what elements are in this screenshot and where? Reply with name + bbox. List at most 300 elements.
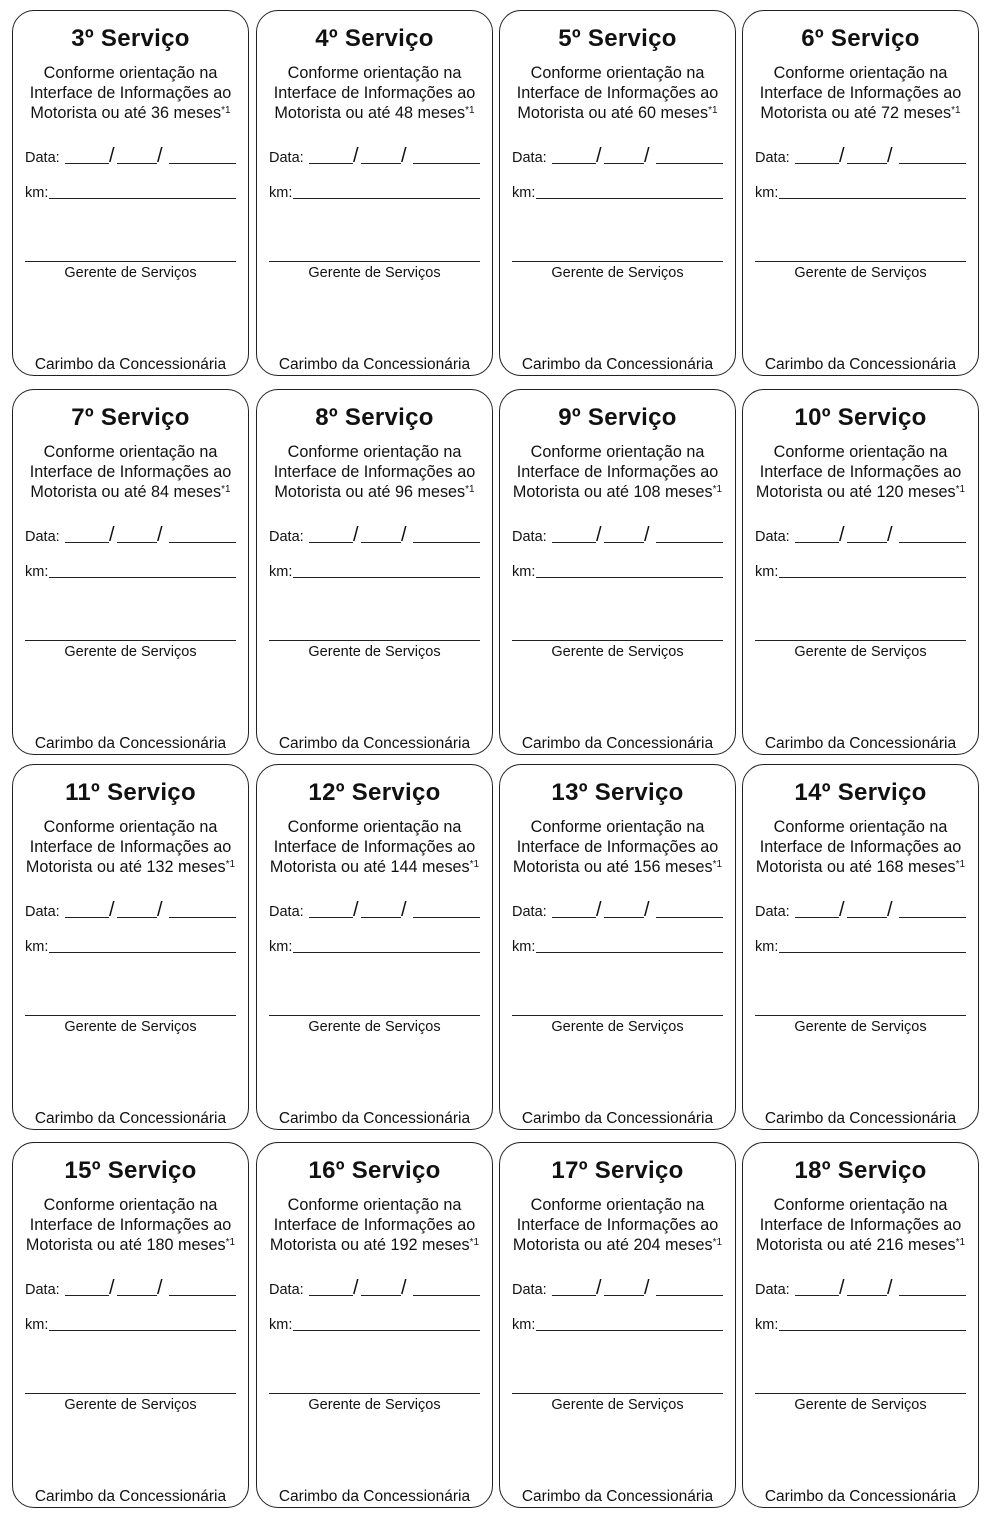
- date-slash: /: [887, 899, 893, 921]
- dealer-stamp-label: Carimbo da Concessionária: [34, 356, 227, 373]
- km-label: km:: [512, 185, 536, 201]
- date-day-field[interactable]: [795, 917, 839, 918]
- date-day-field[interactable]: [309, 917, 353, 918]
- date-row: [269, 523, 480, 545]
- km-field[interactable]: [293, 577, 480, 578]
- date-year-field[interactable]: [413, 917, 480, 918]
- signature-line[interactable]: [25, 1015, 236, 1016]
- km-field[interactable]: [779, 198, 966, 199]
- date-row: [25, 144, 236, 166]
- date-label: Data:: [269, 529, 304, 545]
- date-slash: /: [157, 524, 163, 546]
- months-value: 108: [633, 483, 661, 501]
- signature-label: Gerente de Serviços: [794, 265, 927, 281]
- km-row: [269, 560, 480, 580]
- date-slash: /: [109, 899, 115, 921]
- description-line-1: Conforme orientação na: [773, 443, 948, 461]
- km-row: [25, 935, 236, 955]
- dealer-stamp-label: Carimbo da Concessionária: [764, 1110, 957, 1127]
- date-row: [269, 1276, 480, 1298]
- service-title: 7º Serviço: [71, 404, 190, 431]
- date-label: Data:: [512, 904, 547, 920]
- date-day-field[interactable]: [309, 1295, 353, 1296]
- description-line-1: Conforme orientação na: [43, 818, 218, 836]
- date-year-field[interactable]: [169, 163, 236, 164]
- description-line-1: Conforme orientação na: [530, 64, 705, 82]
- service-description: [504, 1195, 731, 1255]
- date-slash: /: [109, 145, 115, 167]
- signature-line[interactable]: [755, 640, 966, 641]
- km-field[interactable]: [293, 198, 480, 199]
- date-month-field[interactable]: [604, 163, 644, 164]
- months-value: 84: [150, 483, 169, 501]
- date-day-field[interactable]: [65, 917, 109, 918]
- signature-line[interactable]: [269, 261, 480, 262]
- dealer-stamp-label: Carimbo da Concessionária: [521, 356, 714, 373]
- service-description: [261, 63, 488, 123]
- signature-line[interactable]: [755, 1393, 966, 1394]
- service-title: 3º Serviço: [71, 25, 190, 52]
- months-unit: meses: [173, 483, 222, 501]
- date-slash: /: [644, 899, 650, 921]
- date-row: [269, 144, 480, 166]
- months-unit: meses: [417, 483, 466, 501]
- km-row: [25, 1313, 236, 1333]
- service-card: [256, 764, 493, 1130]
- months-value: 48: [394, 104, 413, 122]
- date-slash: /: [839, 899, 845, 921]
- date-month-field[interactable]: [117, 1295, 157, 1296]
- description-prefix: Motorista ou até: [512, 483, 629, 501]
- km-label: km:: [269, 1317, 293, 1333]
- signature-line[interactable]: [512, 1015, 723, 1016]
- date-month-field[interactable]: [361, 917, 401, 918]
- footnote-marker: *1: [469, 1237, 480, 1248]
- footnote-marker: *1: [955, 859, 966, 870]
- signature-label: Gerente de Serviços: [551, 1019, 684, 1035]
- date-slash: /: [596, 1277, 602, 1299]
- date-month-field[interactable]: [361, 163, 401, 164]
- date-day-field[interactable]: [552, 917, 596, 918]
- date-row: [512, 523, 723, 545]
- date-month-field[interactable]: [117, 917, 157, 918]
- date-row: [512, 1276, 723, 1298]
- date-year-field[interactable]: [899, 917, 966, 918]
- signature-line[interactable]: [269, 1015, 480, 1016]
- service-description: [747, 1195, 974, 1255]
- months-unit: meses: [907, 858, 956, 876]
- description-line-1: Conforme orientação na: [43, 1196, 218, 1214]
- service-description: [504, 442, 731, 502]
- date-year-field[interactable]: [413, 542, 480, 543]
- date-year-field[interactable]: [169, 542, 236, 543]
- description-line-1: Conforme orientação na: [287, 1196, 462, 1214]
- km-label: km:: [269, 185, 293, 201]
- description-line-2: Interface de Informações ao: [759, 463, 962, 481]
- months-value: 96: [394, 483, 413, 501]
- km-label: km:: [269, 939, 293, 955]
- date-slash: /: [109, 524, 115, 546]
- signature-label: Gerente de Serviços: [64, 1397, 197, 1413]
- months-unit: meses: [173, 104, 222, 122]
- months-value: 168: [876, 858, 904, 876]
- service-description: [17, 1195, 244, 1255]
- date-month-field[interactable]: [847, 542, 887, 543]
- footnote-marker: *1: [225, 859, 236, 870]
- km-label: km:: [269, 564, 293, 580]
- km-row: [755, 935, 966, 955]
- km-field[interactable]: [293, 952, 480, 953]
- service-title: 15º Serviço: [64, 1157, 197, 1184]
- km-field[interactable]: [536, 577, 723, 578]
- date-year-field[interactable]: [656, 542, 723, 543]
- date-year-field[interactable]: [169, 917, 236, 918]
- date-row: [512, 898, 723, 920]
- months-value: 156: [633, 858, 661, 876]
- months-unit: meses: [907, 483, 956, 501]
- service-card: [742, 10, 979, 376]
- description-line-1: Conforme orientação na: [530, 1196, 705, 1214]
- date-year-field[interactable]: [656, 1295, 723, 1296]
- description-line-2: Interface de Informações ao: [759, 84, 962, 102]
- date-slash: /: [401, 145, 407, 167]
- signature-line[interactable]: [269, 1393, 480, 1394]
- date-slash: /: [887, 145, 893, 167]
- service-description: [504, 63, 731, 123]
- date-row: [25, 898, 236, 920]
- date-day-field[interactable]: [552, 163, 596, 164]
- service-card: [742, 764, 979, 1130]
- footnote-marker: *1: [712, 484, 723, 495]
- service-title: 18º Serviço: [794, 1157, 927, 1184]
- service-title: 13º Serviço: [551, 779, 684, 806]
- months-value: 120: [876, 483, 904, 501]
- km-row: [512, 181, 723, 201]
- date-slash: /: [353, 145, 359, 167]
- footnote-marker: *1: [465, 105, 475, 116]
- km-field[interactable]: [779, 1330, 966, 1331]
- months-unit: meses: [664, 483, 713, 501]
- km-label: km:: [512, 1317, 536, 1333]
- description-line-2: Interface de Informações ao: [516, 463, 719, 481]
- description-prefix: Motorista ou até: [25, 858, 142, 876]
- date-day-field[interactable]: [795, 1295, 839, 1296]
- signature-label: Gerente de Serviços: [64, 265, 197, 281]
- description-line-2: Interface de Informações ao: [516, 1216, 719, 1234]
- date-day-field[interactable]: [309, 163, 353, 164]
- date-year-field[interactable]: [899, 1295, 966, 1296]
- signature-label: Gerente de Serviços: [64, 1019, 197, 1035]
- description-line-1: Conforme orientação na: [287, 64, 462, 82]
- date-day-field[interactable]: [552, 542, 596, 543]
- km-row: [512, 1313, 723, 1333]
- date-row: [755, 1276, 966, 1298]
- description-prefix: Motorista ou até: [512, 1236, 629, 1254]
- date-day-field[interactable]: [65, 542, 109, 543]
- description-line-2: Interface de Informações ao: [29, 84, 232, 102]
- date-label: Data:: [512, 150, 547, 166]
- date-slash: /: [401, 1277, 407, 1299]
- description-line-2: Interface de Informações ao: [273, 838, 476, 856]
- service-title: 5º Serviço: [558, 25, 677, 52]
- description-prefix: Motorista ou até: [269, 1236, 386, 1254]
- date-year-field[interactable]: [656, 917, 723, 918]
- dealer-stamp-label: Carimbo da Concessionária: [764, 735, 957, 752]
- footnote-marker: *1: [465, 484, 475, 495]
- signature-line[interactable]: [512, 261, 723, 262]
- signature-line[interactable]: [25, 1393, 236, 1394]
- date-slash: /: [157, 145, 163, 167]
- description-line-1: Conforme orientação na: [773, 64, 948, 82]
- km-field[interactable]: [49, 577, 236, 578]
- service-description: [261, 442, 488, 502]
- description-prefix: Motorista ou até: [274, 483, 391, 501]
- km-row: [755, 1313, 966, 1333]
- description-line-1: Conforme orientação na: [530, 443, 705, 461]
- date-month-field[interactable]: [847, 1295, 887, 1296]
- months-unit: meses: [664, 1236, 713, 1254]
- description-line-1: Conforme orientação na: [773, 818, 948, 836]
- date-day-field[interactable]: [552, 1295, 596, 1296]
- date-label: Data:: [269, 904, 304, 920]
- service-description: [747, 63, 974, 123]
- signature-label: Gerente de Serviços: [551, 1397, 684, 1413]
- description-line-1: Conforme orientação na: [43, 443, 218, 461]
- service-description: [261, 817, 488, 877]
- description-line-1: Conforme orientação na: [43, 64, 218, 82]
- km-label: km:: [25, 185, 49, 201]
- dealer-stamp-label: Carimbo da Concessionária: [278, 356, 471, 373]
- signature-line[interactable]: [512, 1393, 723, 1394]
- km-field[interactable]: [536, 1330, 723, 1331]
- months-unit: meses: [907, 1236, 956, 1254]
- service-card: [742, 1142, 979, 1508]
- service-description: [261, 1195, 488, 1255]
- date-day-field[interactable]: [65, 163, 109, 164]
- date-slash: /: [109, 1277, 115, 1299]
- months-unit: meses: [421, 1236, 470, 1254]
- service-title: 11º Serviço: [65, 779, 196, 806]
- km-label: km:: [755, 185, 779, 201]
- date-label: Data:: [25, 529, 60, 545]
- km-field[interactable]: [536, 952, 723, 953]
- date-month-field[interactable]: [361, 1295, 401, 1296]
- km-field[interactable]: [49, 952, 236, 953]
- km-field[interactable]: [536, 198, 723, 199]
- km-row: [755, 560, 966, 580]
- date-month-field[interactable]: [604, 1295, 644, 1296]
- date-label: Data:: [25, 150, 60, 166]
- date-row: [755, 523, 966, 545]
- months-unit: meses: [177, 1236, 226, 1254]
- date-month-field[interactable]: [604, 542, 644, 543]
- service-card: [499, 389, 736, 755]
- service-card: [12, 10, 249, 376]
- km-field[interactable]: [779, 952, 966, 953]
- signature-label: Gerente de Serviços: [794, 1019, 927, 1035]
- months-value: 36: [150, 104, 169, 122]
- date-slash: /: [596, 524, 602, 546]
- km-row: [25, 560, 236, 580]
- date-slash: /: [887, 1277, 893, 1299]
- dealer-stamp-label: Carimbo da Concessionária: [521, 1110, 714, 1127]
- km-label: km:: [25, 939, 49, 955]
- signature-line[interactable]: [25, 640, 236, 641]
- service-description: [747, 442, 974, 502]
- service-title: 16º Serviço: [308, 1157, 441, 1184]
- date-day-field[interactable]: [795, 163, 839, 164]
- description-prefix: Motorista ou até: [30, 483, 147, 501]
- service-card: [742, 389, 979, 755]
- service-description: [17, 63, 244, 123]
- description-prefix: Motorista ou até: [755, 858, 872, 876]
- date-label: Data:: [755, 150, 790, 166]
- service-title: 10º Serviço: [794, 404, 927, 431]
- service-title: 9º Serviço: [558, 404, 677, 431]
- date-label: Data:: [25, 1282, 60, 1298]
- km-row: [269, 935, 480, 955]
- months-unit: meses: [660, 104, 709, 122]
- months-value: 144: [390, 858, 418, 876]
- date-year-field[interactable]: [413, 1295, 480, 1296]
- date-slash: /: [887, 524, 893, 546]
- description-line-1: Conforme orientação na: [287, 818, 462, 836]
- date-year-field[interactable]: [413, 163, 480, 164]
- service-card: [499, 1142, 736, 1508]
- date-month-field[interactable]: [117, 542, 157, 543]
- signature-line[interactable]: [755, 261, 966, 262]
- signature-label: Gerente de Serviços: [308, 1019, 441, 1035]
- date-slash: /: [353, 1277, 359, 1299]
- description-line-2: Interface de Informações ao: [29, 463, 232, 481]
- description-line-2: Interface de Informações ao: [516, 84, 719, 102]
- km-label: km:: [25, 564, 49, 580]
- km-row: [512, 560, 723, 580]
- footnote-marker: *1: [951, 105, 961, 116]
- date-slash: /: [839, 145, 845, 167]
- description-line-2: Interface de Informações ao: [759, 838, 962, 856]
- date-slash: /: [401, 899, 407, 921]
- service-title: 6º Serviço: [801, 25, 920, 52]
- date-slash: /: [401, 524, 407, 546]
- description-prefix: Motorista ou até: [274, 104, 391, 122]
- months-unit: meses: [421, 858, 470, 876]
- km-field[interactable]: [49, 198, 236, 199]
- km-row: [25, 181, 236, 201]
- date-slash: /: [644, 145, 650, 167]
- description-line-1: Conforme orientação na: [773, 1196, 948, 1214]
- description-line-2: Interface de Informações ao: [273, 1216, 476, 1234]
- service-card: [256, 10, 493, 376]
- dealer-stamp-label: Carimbo da Concessionária: [278, 1110, 471, 1127]
- date-day-field[interactable]: [795, 542, 839, 543]
- km-label: km:: [512, 564, 536, 580]
- signature-label: Gerente de Serviços: [308, 1397, 441, 1413]
- date-year-field[interactable]: [899, 163, 966, 164]
- service-card: [12, 1142, 249, 1508]
- date-label: Data:: [755, 904, 790, 920]
- date-slash: /: [596, 145, 602, 167]
- signature-line[interactable]: [25, 261, 236, 262]
- months-value: 216: [876, 1236, 904, 1254]
- months-value: 72: [880, 104, 899, 122]
- date-year-field[interactable]: [169, 1295, 236, 1296]
- signature-label: Gerente de Serviços: [308, 265, 441, 281]
- dealer-stamp-label: Carimbo da Concessionária: [764, 1488, 957, 1505]
- description-line-2: Interface de Informações ao: [29, 1216, 232, 1234]
- service-card: [12, 389, 249, 755]
- description-prefix: Motorista ou até: [25, 1236, 142, 1254]
- service-description: [17, 817, 244, 877]
- date-year-field[interactable]: [899, 542, 966, 543]
- date-month-field[interactable]: [604, 917, 644, 918]
- date-year-field[interactable]: [656, 163, 723, 164]
- km-label: km:: [755, 564, 779, 580]
- km-label: km:: [25, 1317, 49, 1333]
- footnote-marker: *1: [708, 105, 718, 116]
- description-prefix: Motorista ou até: [512, 858, 629, 876]
- months-unit: meses: [903, 104, 952, 122]
- dealer-stamp-label: Carimbo da Concessionária: [521, 1488, 714, 1505]
- km-label: km:: [755, 939, 779, 955]
- months-unit: meses: [664, 858, 713, 876]
- date-slash: /: [353, 524, 359, 546]
- km-row: [512, 935, 723, 955]
- km-row: [269, 1313, 480, 1333]
- footnote-marker: *1: [712, 859, 723, 870]
- signature-line[interactable]: [512, 640, 723, 641]
- date-row: [512, 144, 723, 166]
- months-value: 132: [146, 858, 174, 876]
- description-prefix: Motorista ou até: [755, 1236, 872, 1254]
- date-slash: /: [644, 524, 650, 546]
- service-title: 14º Serviço: [794, 779, 927, 806]
- date-month-field[interactable]: [847, 917, 887, 918]
- date-slash: /: [839, 1277, 845, 1299]
- description-line-2: Interface de Informações ao: [29, 838, 232, 856]
- service-title: 8º Serviço: [315, 404, 434, 431]
- date-month-field[interactable]: [847, 163, 887, 164]
- description-line-2: Interface de Informações ao: [516, 838, 719, 856]
- date-month-field[interactable]: [361, 542, 401, 543]
- date-slash: /: [644, 1277, 650, 1299]
- signature-line[interactable]: [269, 640, 480, 641]
- date-day-field[interactable]: [309, 542, 353, 543]
- description-prefix: Motorista ou até: [517, 104, 634, 122]
- signature-label: Gerente de Serviços: [551, 265, 684, 281]
- service-card: [12, 764, 249, 1130]
- date-label: Data:: [269, 150, 304, 166]
- months-value: 204: [633, 1236, 661, 1254]
- km-field[interactable]: [779, 577, 966, 578]
- date-day-field[interactable]: [65, 1295, 109, 1296]
- date-month-field[interactable]: [117, 163, 157, 164]
- footnote-marker: *1: [221, 484, 231, 495]
- km-field[interactable]: [49, 1330, 236, 1331]
- signature-label: Gerente de Serviços: [794, 644, 927, 660]
- service-title: 4º Serviço: [315, 25, 434, 52]
- signature-line[interactable]: [755, 1015, 966, 1016]
- description-prefix: Motorista ou até: [30, 104, 147, 122]
- km-field[interactable]: [293, 1330, 480, 1331]
- date-slash: /: [839, 524, 845, 546]
- date-slash: /: [596, 899, 602, 921]
- signature-label: Gerente de Serviços: [794, 1397, 927, 1413]
- service-description: [504, 817, 731, 877]
- date-row: [25, 523, 236, 545]
- dealer-stamp-label: Carimbo da Concessionária: [34, 1110, 227, 1127]
- km-label: km:: [512, 939, 536, 955]
